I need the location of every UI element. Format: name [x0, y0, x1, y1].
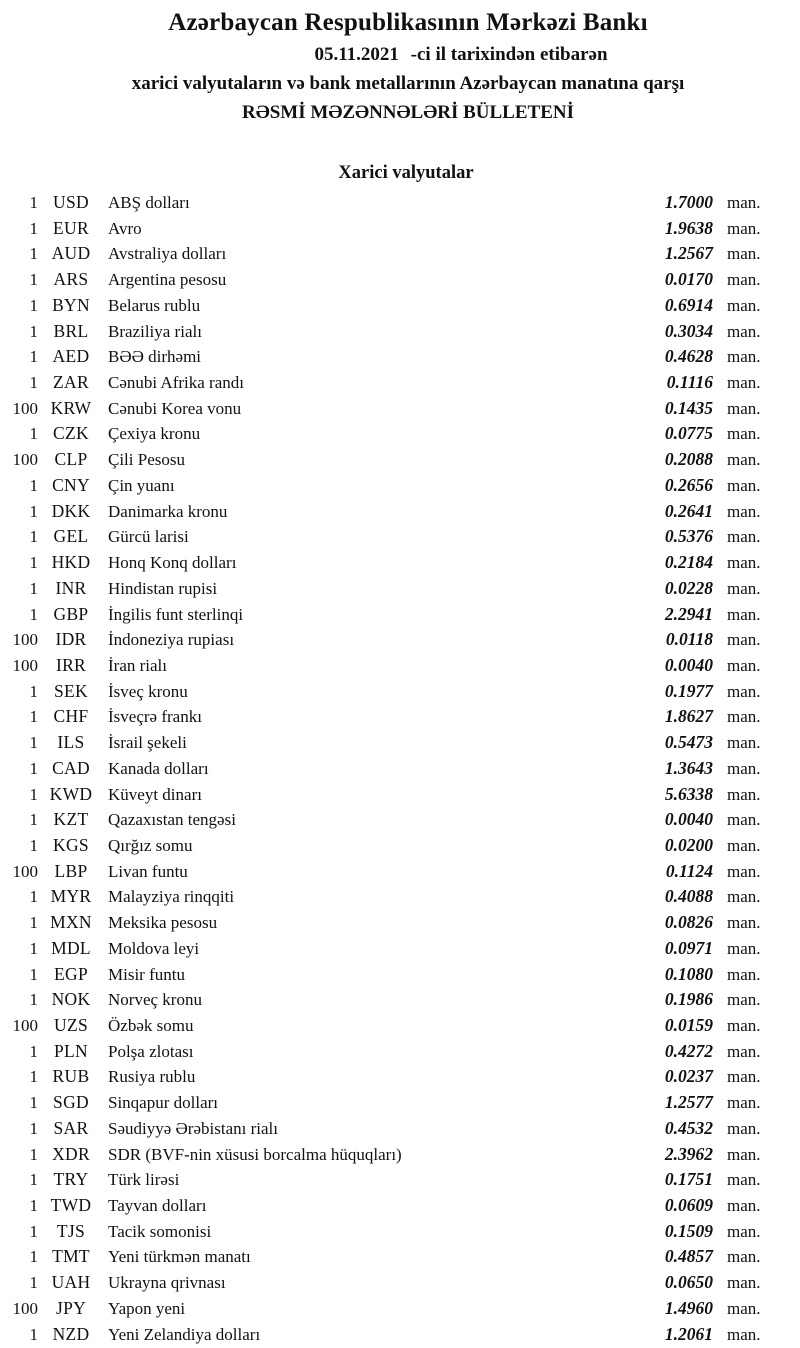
quantity: 1	[29, 964, 38, 984]
currency-code: JPY	[55, 1297, 87, 1318]
quantity: 1	[29, 1273, 38, 1293]
quantity: 1	[29, 1067, 38, 1087]
rate-row	[0, 447, 800, 473]
quantity: 1	[29, 1118, 38, 1138]
currency-code: EUR	[53, 217, 89, 238]
quantity: 1	[29, 578, 38, 598]
quantity: 1	[29, 810, 38, 830]
currency-name: Sinqapur dolları	[108, 1093, 219, 1113]
currency-code: AUD	[51, 243, 91, 264]
rate-row	[0, 216, 800, 242]
currency-code: XDR	[52, 1143, 90, 1164]
manat-unit-label: man.	[727, 964, 761, 984]
currency-code: MYR	[50, 886, 92, 907]
manat-unit-label: man.	[727, 1093, 761, 1113]
rate-row	[0, 190, 800, 216]
quantity: 1	[29, 733, 38, 753]
quantity: 100	[12, 1298, 38, 1318]
currency-name: Türk lirəsi	[108, 1170, 180, 1190]
effective-date-suffix: -ci il tarixindən etibarən	[410, 44, 608, 65]
currency-code: TRY	[53, 1169, 89, 1190]
manat-unit-label: man.	[727, 244, 761, 264]
currency-code: GEL	[53, 526, 89, 547]
quantity: 1	[29, 784, 38, 804]
rate-row	[0, 1090, 800, 1116]
quantity: 1	[29, 1093, 38, 1113]
currency-code: RUB	[52, 1066, 90, 1087]
quantity: 1	[29, 1247, 38, 1267]
quantity: 1	[29, 193, 38, 212]
rate-value: 0.0040	[664, 654, 713, 675]
currency-name: İran rialı	[108, 655, 167, 675]
currency-name: İsrail şekeli	[108, 733, 187, 753]
rate-row	[0, 499, 800, 525]
rate-row	[0, 936, 800, 962]
rate-value: 5.6338	[664, 783, 713, 804]
currency-code: IRR	[55, 654, 87, 675]
manat-unit-label: man.	[727, 347, 761, 367]
rate-row	[0, 1270, 800, 1296]
rate-row	[0, 1013, 800, 1039]
currency-code: GBP	[53, 603, 89, 624]
currency-name: Misir funtu	[108, 964, 185, 984]
manat-unit-label: man.	[727, 321, 761, 341]
rate-row	[0, 319, 800, 345]
rate-value: 0.0971	[664, 937, 713, 958]
manat-unit-label: man.	[727, 604, 761, 624]
rate-row	[0, 807, 800, 833]
quantity: 1	[29, 938, 38, 958]
currency-code: MXN	[50, 912, 92, 933]
manat-unit-label: man.	[727, 913, 761, 933]
currency-name: Cənubi Korea vonu	[108, 398, 242, 418]
manat-unit-label: man.	[727, 655, 761, 675]
manat-unit-label: man.	[727, 1170, 761, 1190]
manat-unit-label: man.	[727, 1273, 761, 1293]
currency-code: CZK	[53, 423, 89, 444]
rate-row	[0, 370, 800, 396]
subject-line: xarici valyutaların və bank metallarının Azərbaycan manatına qarşı	[131, 73, 685, 94]
quantity: 1	[29, 553, 38, 573]
rate-value: 2.3962	[664, 1143, 713, 1164]
rate-row	[0, 524, 800, 550]
currency-name: Rusiya rublu	[108, 1067, 196, 1087]
currency-name: Malayziya rinqqiti	[108, 887, 235, 907]
manat-unit-label: man.	[727, 784, 761, 804]
quantity: 1	[29, 604, 38, 624]
exchange-rates-table	[0, 190, 800, 1347]
rate-row	[0, 267, 800, 293]
quantity: 1	[29, 1324, 38, 1344]
manat-unit-label: man.	[727, 681, 761, 701]
currency-code: SEK	[54, 680, 88, 701]
quantity: 1	[29, 347, 38, 367]
currency-code: INR	[55, 577, 87, 598]
rate-row	[0, 756, 800, 782]
manat-unit-label: man.	[727, 553, 761, 573]
manat-unit-label: man.	[727, 527, 761, 547]
rate-row	[0, 1244, 800, 1270]
rate-value: 1.9638	[664, 217, 713, 238]
manat-unit-label: man.	[727, 733, 761, 753]
rate-value: 0.1977	[664, 680, 713, 701]
currency-name: Meksika pesosu	[108, 913, 218, 933]
currency-name: Avro	[108, 218, 142, 238]
rate-row	[0, 602, 800, 628]
quantity: 100	[12, 450, 38, 470]
manat-unit-label: man.	[727, 218, 761, 238]
rate-value: 0.2088	[664, 449, 713, 470]
quantity: 1	[29, 1144, 38, 1164]
rate-row	[0, 1064, 800, 1090]
manat-unit-label: man.	[727, 810, 761, 830]
currency-name: Braziliya rialı	[108, 321, 202, 341]
manat-unit-label: man.	[727, 1118, 761, 1138]
rate-value: 0.0826	[664, 912, 713, 933]
rate-row	[0, 1039, 800, 1065]
rate-value: 0.1080	[664, 963, 713, 984]
manat-unit-label: man.	[727, 475, 761, 495]
currency-name: İngilis funt sterlinqi	[108, 604, 244, 624]
currency-code: MDL	[51, 937, 91, 958]
rate-value: 0.1509	[664, 1220, 713, 1241]
currency-name: Qazaxıstan tengəsi	[108, 810, 236, 830]
rate-row	[0, 1296, 800, 1322]
rate-row	[0, 704, 800, 730]
bank-title: Azərbaycan Respublikasının Mərkəzi Bankı	[168, 9, 648, 36]
manat-unit-label: man.	[727, 1221, 761, 1241]
currency-code: ILS	[57, 732, 85, 753]
quantity: 1	[29, 990, 38, 1010]
bulletin-header	[0, 0, 800, 127]
quantity: 1	[29, 218, 38, 238]
quantity: 1	[29, 1196, 38, 1216]
manat-unit-label: man.	[727, 861, 761, 881]
currency-name: BƏƏ dirhəmi	[108, 347, 202, 367]
rate-value: 1.3643	[664, 757, 713, 778]
currency-name: Gürcü larisi	[108, 527, 189, 547]
rate-value: 0.5473	[664, 732, 713, 753]
rate-value: 0.4532	[664, 1117, 713, 1138]
rate-value: 0.2656	[664, 474, 713, 495]
rate-row	[0, 833, 800, 859]
currency-name: Yeni türkmən manatı	[108, 1247, 251, 1267]
currency-name: Argentina pesosu	[108, 270, 227, 290]
currency-name: İndoneziya rupiası	[108, 630, 235, 650]
quantity: 1	[29, 475, 38, 495]
currency-name: Norveç kronu	[108, 990, 202, 1010]
currency-name: Honq Konq dolları	[108, 553, 237, 573]
quantity: 1	[29, 527, 38, 547]
manat-unit-label: man.	[727, 424, 761, 444]
manat-unit-label: man.	[727, 1247, 761, 1267]
manat-unit-label: man.	[727, 1144, 761, 1164]
rate-value: 0.0237	[664, 1066, 713, 1087]
currency-code: CAD	[52, 757, 90, 778]
manat-unit-label: man.	[727, 1196, 761, 1216]
rate-row	[0, 859, 800, 885]
quantity: 1	[29, 707, 38, 727]
manat-unit-label: man.	[727, 1067, 761, 1087]
manat-unit-label: man.	[727, 990, 761, 1010]
quantity: 1	[29, 1041, 38, 1061]
rate-value: 1.4960	[664, 1297, 713, 1318]
rate-value: 1.8627	[664, 706, 713, 727]
currency-code: LBP	[54, 860, 88, 881]
quantity: 1	[29, 244, 38, 264]
rate-row	[0, 653, 800, 679]
rate-row	[0, 987, 800, 1013]
currency-code: CNY	[52, 474, 90, 495]
rate-value: 0.0650	[664, 1272, 713, 1293]
rate-value: 0.1751	[664, 1169, 713, 1190]
currency-code: ARS	[53, 269, 89, 290]
currency-name: Avstraliya dolları	[108, 244, 227, 264]
rate-row	[0, 884, 800, 910]
rate-row	[0, 473, 800, 499]
currency-code: SGD	[53, 1092, 89, 1113]
currency-name: Polşa zlotası	[108, 1041, 194, 1061]
rate-value: 0.0775	[664, 423, 713, 444]
quantity: 1	[29, 887, 38, 907]
rate-value: 0.1986	[664, 989, 713, 1010]
manat-unit-label: man.	[727, 1041, 761, 1061]
currency-name: Yeni Zelandiya dolları	[108, 1324, 261, 1344]
currency-name: Belarus rublu	[108, 295, 201, 315]
currency-code: ZAR	[53, 372, 89, 393]
currency-code: BYN	[52, 294, 90, 315]
currency-code: EGP	[54, 963, 88, 984]
quantity: 1	[29, 835, 38, 855]
manat-unit-label: man.	[727, 938, 761, 958]
rate-row	[0, 421, 800, 447]
rate-value: 0.0159	[664, 1015, 713, 1035]
currency-name: Moldova leyi	[108, 938, 200, 958]
rate-row	[0, 962, 800, 988]
currency-name: Hindistan rupisi	[108, 578, 218, 598]
rate-value: 0.0200	[664, 834, 713, 855]
manat-unit-label: man.	[727, 295, 761, 315]
rate-value: 1.2061	[664, 1323, 713, 1344]
effective-date: 05.11.2021	[314, 44, 399, 65]
section-title-foreign-currencies: Xarici valyutalar	[338, 163, 474, 183]
currency-name: Özbək somu	[108, 1016, 194, 1035]
currency-code: IDR	[55, 629, 87, 650]
rate-row	[0, 293, 800, 319]
manat-unit-label: man.	[727, 1298, 761, 1318]
currency-name: Cənubi Afrika randı	[108, 373, 244, 393]
manat-unit-label: man.	[727, 758, 761, 778]
quantity: 1	[29, 270, 38, 290]
currency-name: Danimarka kronu	[108, 501, 228, 521]
currency-code: PLN	[54, 1040, 88, 1061]
rate-value: 0.0118	[665, 629, 713, 650]
currency-code: HKD	[51, 552, 91, 573]
manat-unit-label: man.	[727, 1324, 761, 1344]
quantity: 1	[29, 758, 38, 778]
rate-row	[0, 344, 800, 370]
rate-value: 1.7000	[664, 192, 713, 212]
rate-value: 0.3034	[664, 320, 713, 341]
manat-unit-label: man.	[727, 398, 761, 418]
quantity: 1	[29, 1221, 38, 1241]
currency-code: NOK	[51, 989, 91, 1010]
rate-row	[0, 550, 800, 576]
rate-row	[0, 627, 800, 653]
quantity: 1	[29, 681, 38, 701]
quantity: 100	[12, 861, 38, 881]
currency-code: TJS	[56, 1220, 86, 1241]
rate-value: 0.1116	[666, 372, 713, 393]
rate-value: 0.0228	[664, 577, 713, 598]
rate-value: 0.6914	[664, 294, 713, 315]
currency-code: UZS	[54, 1015, 88, 1035]
currency-code: AED	[52, 346, 90, 367]
bulletin-title: RƏSMİ MƏZƏNNƏLƏRİ BÜLLETENİ	[241, 102, 574, 123]
rate-row	[0, 241, 800, 267]
rate-row	[0, 1193, 800, 1219]
currency-name: İsveçrə frankı	[108, 707, 202, 727]
rate-row	[0, 1219, 800, 1245]
manat-unit-label: man.	[727, 501, 761, 521]
currency-code: BRL	[53, 320, 89, 341]
rate-value: 0.4857	[664, 1246, 713, 1267]
currency-name: Qırğız somu	[108, 835, 193, 855]
rate-row	[0, 576, 800, 602]
rate-value: 0.1435	[664, 397, 713, 418]
manat-unit-label: man.	[727, 578, 761, 598]
rate-row	[0, 1116, 800, 1142]
currency-code: SAR	[53, 1117, 89, 1138]
quantity: 1	[29, 321, 38, 341]
quantity: 1	[29, 424, 38, 444]
rate-value: 0.2641	[664, 500, 713, 521]
manat-unit-label: man.	[727, 270, 761, 290]
quantity: 100	[12, 630, 38, 650]
manat-unit-label: man.	[727, 707, 761, 727]
quantity: 1	[29, 501, 38, 521]
currency-name: İsveç kronu	[108, 681, 188, 701]
rate-row	[0, 730, 800, 756]
quantity: 100	[12, 398, 38, 418]
rate-value: 0.4628	[664, 346, 713, 367]
quantity: 100	[12, 1016, 38, 1035]
rate-value: 0.0609	[664, 1195, 713, 1216]
currency-code: USD	[53, 192, 89, 212]
currency-name: Yapon yeni	[108, 1298, 186, 1318]
rate-row	[0, 1322, 800, 1348]
rate-row	[0, 782, 800, 808]
quantity: 1	[29, 373, 38, 393]
rate-value: 0.4272	[664, 1040, 713, 1061]
effective-date-line	[16, 40, 800, 69]
manat-unit-label: man.	[727, 373, 761, 393]
rate-value: 0.0170	[664, 269, 713, 290]
currency-code: KZT	[53, 809, 89, 830]
currency-name: Səudiyyə Ərəbistanı rialı	[108, 1118, 278, 1138]
currency-name: Çin yuanı	[108, 475, 175, 495]
currency-name: Livan funtu	[108, 861, 188, 881]
currency-code: DKK	[51, 500, 91, 521]
currency-name: Tacik somonisi	[108, 1221, 212, 1241]
manat-unit-label: man.	[727, 835, 761, 855]
manat-unit-label: man.	[727, 1016, 761, 1035]
currency-name: Ukrayna qrivnası	[108, 1273, 226, 1293]
currency-code: KRW	[50, 397, 92, 418]
manat-unit-label: man.	[727, 450, 761, 470]
rate-value: 0.0040	[664, 809, 713, 830]
rate-row	[0, 679, 800, 705]
rate-value: 2.2941	[664, 603, 713, 624]
currency-code: CHF	[53, 706, 89, 727]
quantity: 1	[29, 913, 38, 933]
currency-code: KWD	[49, 783, 93, 804]
rate-value: 1.2577	[664, 1092, 713, 1113]
rate-value: 0.5376	[664, 526, 713, 547]
rate-row	[0, 910, 800, 936]
currency-code: NZD	[52, 1323, 90, 1344]
quantity: 100	[12, 655, 38, 675]
currency-name: Küveyt dinarı	[108, 784, 202, 804]
manat-unit-label: man.	[727, 193, 761, 212]
quantity: 1	[29, 1170, 38, 1190]
currency-name: SDR (BVF-nin xüsusi borcalma hüquqları)	[108, 1144, 402, 1164]
quantity: 1	[29, 295, 38, 315]
rate-value: 0.2184	[664, 552, 713, 573]
currency-code: KGS	[53, 834, 89, 855]
currency-name: Kanada dolları	[108, 758, 209, 778]
rate-row	[0, 1142, 800, 1168]
manat-unit-label: man.	[727, 887, 761, 907]
manat-unit-label: man.	[727, 630, 761, 650]
currency-name: Çili Pesosu	[108, 450, 185, 470]
rate-value: 0.4088	[664, 886, 713, 907]
currency-code: TMT	[52, 1246, 90, 1267]
currency-code: UAH	[51, 1272, 91, 1293]
currency-name: ABŞ dolları	[108, 193, 190, 212]
currency-name: Tayvan dolları	[108, 1196, 207, 1216]
currency-name: Çexiya kronu	[108, 424, 201, 444]
rate-row	[0, 396, 800, 422]
rate-row	[0, 1167, 800, 1193]
currency-code: TWD	[50, 1195, 92, 1216]
rate-value: 1.2567	[664, 243, 713, 264]
rate-value: 0.1124	[665, 860, 713, 881]
currency-code: CLP	[54, 449, 88, 470]
